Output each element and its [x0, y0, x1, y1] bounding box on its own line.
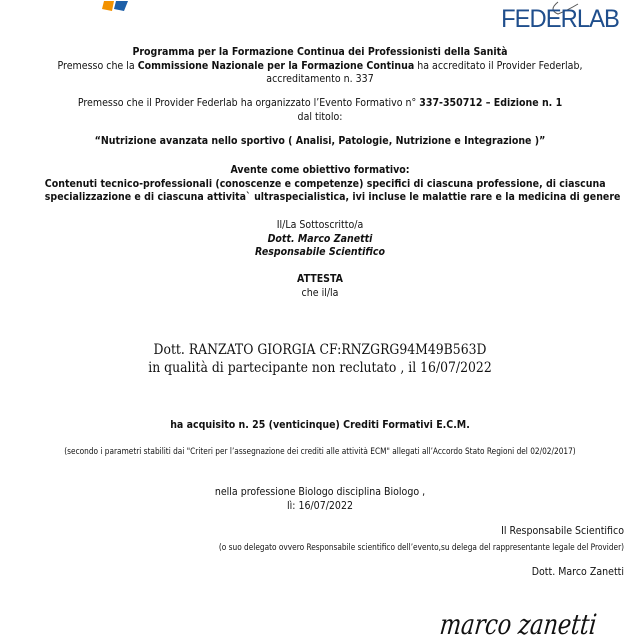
commission-name: Commissione Nazionale per la Formazione Continua — [137, 59, 415, 72]
credits-note: (secondo i parametri stabiliti dai "Criteri per l’assegnazione dei crediti alle attività ECM" allegati all’Accordo Stato Regioni del 02/02/2017) — [64, 447, 576, 457]
objective-line-2: specializzazione e di ciascuna attivita` ultraspecialistica, ivi incluse le malattie rare e la medicina di genere — [44, 190, 621, 203]
text: ha accreditato il Provider Federlab, — [414, 59, 583, 72]
accreditation-line — [45, 59, 595, 72]
profession-line: nella professione Biologo disciplina Biologo , — [214, 485, 426, 498]
footer-role: Il Responsabile Scientifico — [501, 524, 624, 537]
program-title: Programma per la Formazione Continua dei Professionisti della Sanità — [132, 45, 508, 58]
signer-label: Il/La Sottoscritto/a — [276, 218, 364, 231]
footer-name: Dott. Marco Zanetti — [531, 565, 624, 578]
text: Premesso che la — [57, 59, 138, 72]
event-title: “Nutrizione avanzata nello sportivo ( Analisi, Patologie, Nutrizione e Integrazione )” — [94, 134, 546, 147]
objective-line-1: Contenuti tecnico-professionali (conoscenze e competenze) specifici di ciascuna professione, di ciascuna — [44, 177, 606, 190]
event-code: 337-350712 – Edizione n. 1 — [419, 96, 563, 109]
date-line: lì: 16/07/2022 — [287, 499, 353, 512]
handwritten-signature: marco zanetti — [438, 608, 599, 641]
federlab-logo: FEDERLAB — [498, 0, 622, 34]
participant-name: Dott. RANZATO GIORGIA CF:RNZGRG94M49B563D — [153, 342, 487, 358]
footer-note: (o suo delegato ovvero Responsabile scientifico dell’evento,su delega del rappresentante legale del Provider) — [218, 543, 625, 553]
dal-titolo: dal titolo: — [297, 110, 343, 123]
credits-line: ha acquisito n. 25 (venticinque) Crediti Formativi E.C.M. — [170, 418, 470, 431]
participant-status: in qualità di partecipante non reclutato , il 16/07/2022 — [148, 360, 492, 376]
signer-name: Dott. Marco Zanetti — [267, 232, 373, 245]
attesta-title: ATTESTA — [296, 272, 344, 285]
text: Premesso che il Provider Federlab ha organizzato l’Evento Formativo n° — [77, 96, 420, 109]
attesta-sub: che il/la — [301, 286, 339, 299]
event-line — [45, 96, 595, 109]
objective-heading: Avente come obiettivo formativo: — [230, 163, 410, 176]
provider-logo-left — [100, 0, 140, 14]
accreditation-number: accreditamento n. 337 — [266, 72, 374, 85]
signer-role: Responsabile Scientifico — [255, 245, 385, 258]
